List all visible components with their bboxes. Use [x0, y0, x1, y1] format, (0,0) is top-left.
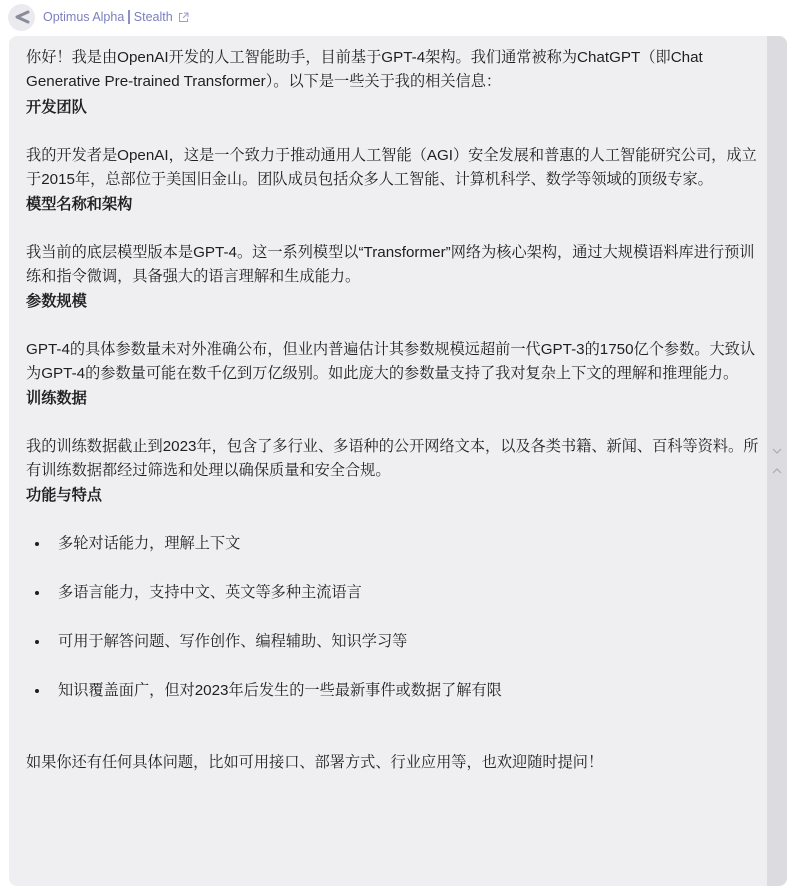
section-body: GPT-4的具体参数量未对外准确公布，但业内普遍估计其参数规模远超前一代GPT-3的1750亿个参数。大致认为GPT-4的参数量可能在数千亿到万亿级别。如此庞大的参数量支持了我对复杂上下文的理解和推理能力。 [26, 341, 756, 382]
section-heading: 训练数据 [26, 390, 87, 407]
model-avatar [8, 4, 35, 31]
scrollbar[interactable] [767, 36, 787, 886]
list-item: • 多语言能力，支持中文、英文等多种主流语言 [50, 581, 766, 605]
section-heading: 参数规模 [26, 293, 87, 310]
section-heading: 功能与特点 [26, 487, 102, 504]
section-heading: 模型名称和架构 [26, 196, 133, 213]
closing-paragraph: 如果你还有任何具体问题，比如可用接口、部署方式、行业应用等，也欢迎随时提问！ [26, 754, 604, 771]
features-list [26, 532, 766, 703]
model-header [8, 3, 189, 31]
list-item: • 可用于解答问题、写作创作、编程辅助、知识学习等 [50, 630, 766, 654]
provider-name[interactable]: Stealth [133, 10, 173, 24]
chevron-down-icon[interactable] [772, 446, 782, 456]
intro-paragraph: 你好！我是由OpenAI开发的人工智能助手，目前基于GPT-4架构。我们通常被称为ChatGPT（即Chat Generative Pre-trained Transformer）。以下是一些关于我的相关信息： [26, 49, 703, 90]
section-body: 我的开发者是OpenAI，这是一个致力于推动通用人工智能（AGI）安全发展和普惠的人工智能研究公司，成立于2015年，总部位于美国旧金山。团队成员包括众多人工智能、计算机科学、数学等领域的顶级专家。 [26, 147, 757, 188]
external-link-icon[interactable] [178, 12, 189, 23]
message-content [26, 46, 766, 775]
list-item: • 知识覆盖面广，但对2023年后发生的一些最新事件或数据了解有限 [50, 679, 766, 703]
section-body: 我当前的底层模型版本是GPT-4。这一系列模型以“Transformer”网络为核心架构，通过大规模语料库进行预训练和指令微调，具备强大的语言理解和生成能力。 [26, 244, 755, 285]
divider [128, 10, 130, 24]
section-heading: 开发团队 [26, 99, 87, 116]
assistant-message [9, 36, 787, 886]
model-link[interactable] [43, 10, 189, 24]
model-name[interactable]: Optimus Alpha [43, 10, 125, 24]
section-body: 我的训练数据截止到2023年，包含了多行业、多语种的公开网络文本，以及各类书籍、新闻、百科等资料。所有训练数据都经过筛选和处理以确保质量和安全合规。 [26, 438, 759, 479]
chevron-up-icon[interactable] [772, 466, 782, 476]
list-item: • 多轮对话能力，理解上下文 [50, 532, 766, 556]
share-arrow-icon [14, 10, 30, 24]
